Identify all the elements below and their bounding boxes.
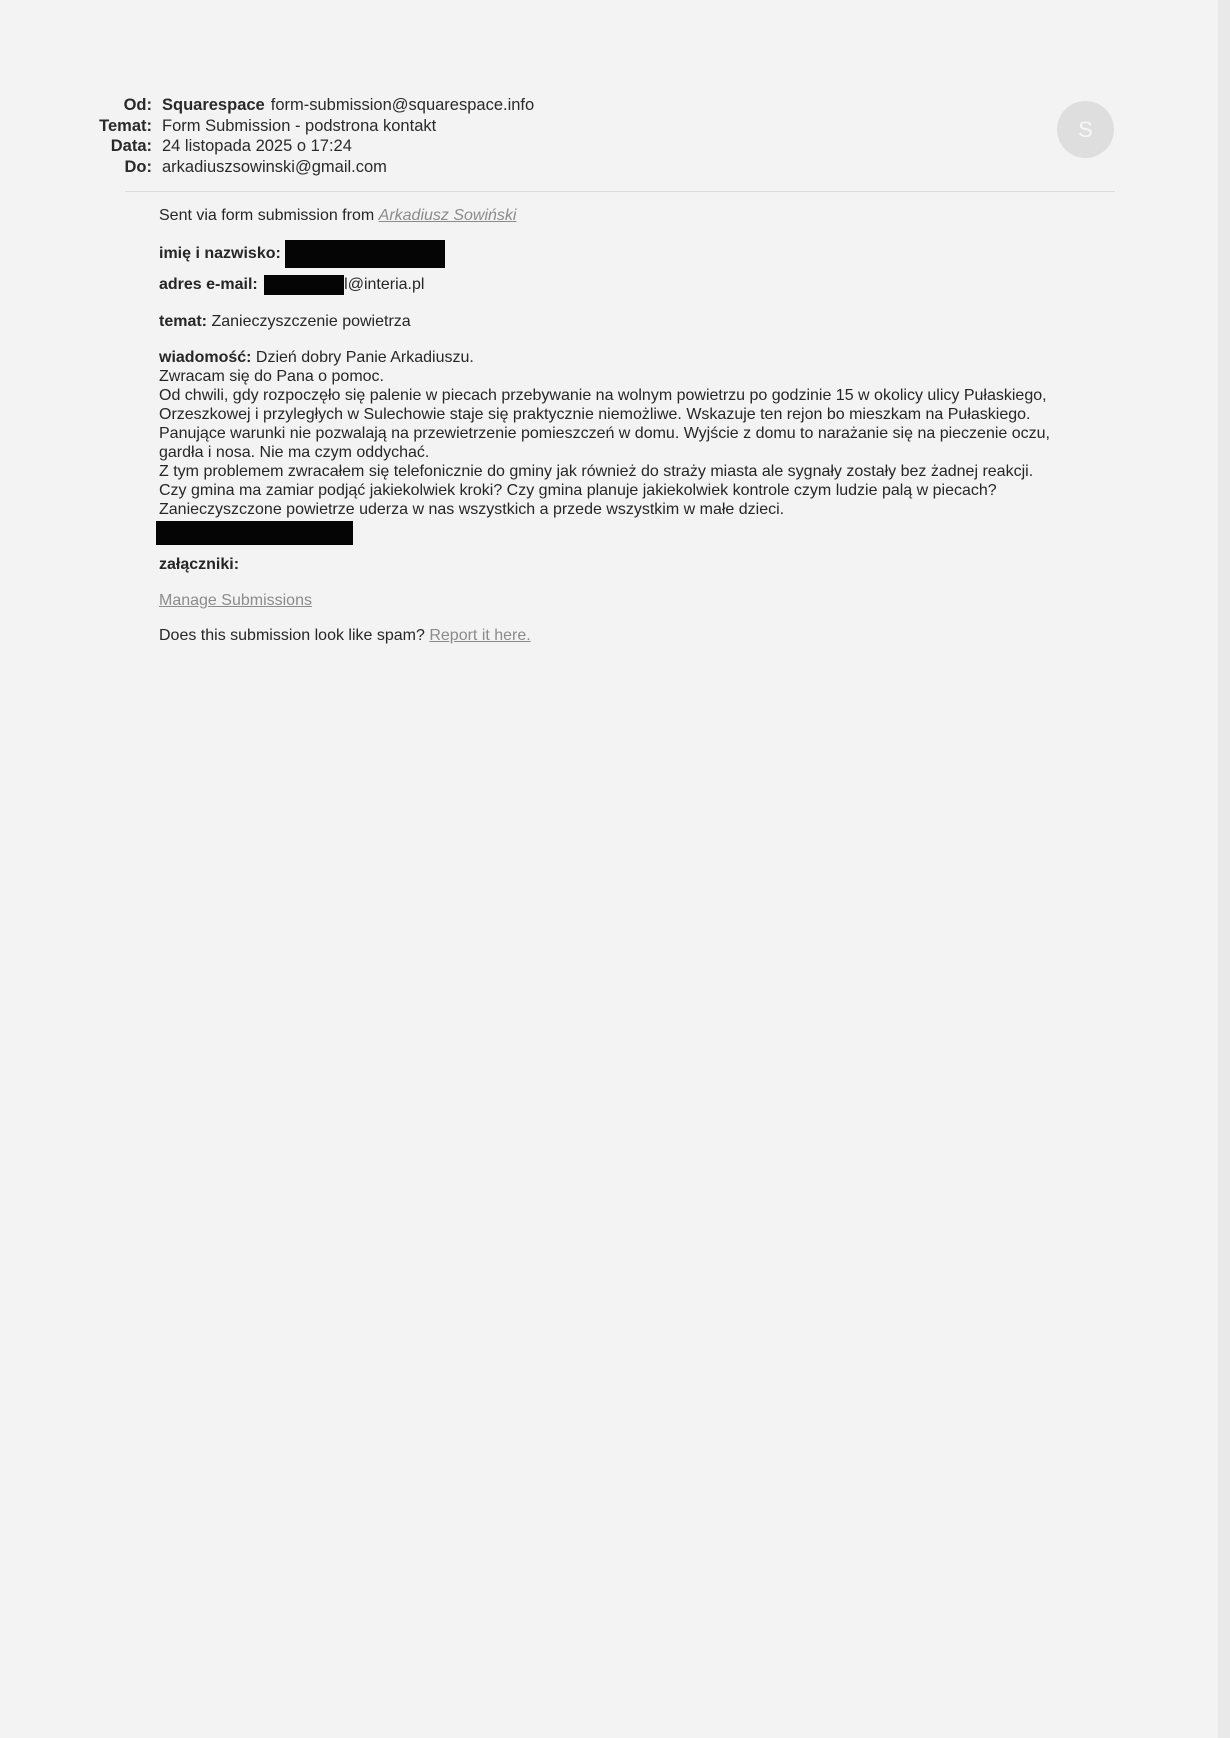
to-label: Do: bbox=[124, 157, 152, 176]
message-line: Od chwili, gdy rozpoczęło się palenie w piecach przebywanie na wolnym powietrzu po godzinie 15 w okolicy ulicy Pułaskiego, bbox=[159, 387, 1047, 404]
email-header bbox=[88, 95, 534, 177]
sender-site-link[interactable]: Arkadiusz Sowiński bbox=[378, 207, 517, 224]
attachments-field bbox=[159, 555, 1109, 574]
email-body bbox=[159, 206, 1109, 645]
header-divider bbox=[125, 191, 1115, 192]
page-edge bbox=[1218, 0, 1230, 1738]
attachments-label: załączniki: bbox=[159, 556, 240, 573]
message-field bbox=[159, 348, 1109, 545]
name-field bbox=[159, 240, 1109, 268]
spam-line bbox=[159, 626, 1109, 645]
topic-label: temat: bbox=[159, 313, 208, 330]
signature-redaction bbox=[156, 521, 353, 545]
intro-text: Sent via form submission from bbox=[159, 207, 375, 224]
message-line: Orzeszkowej i przyległych w Sulechowie staje się praktycznie niemożliwe. Wskazuje ten rejon bo mieszkam na Pułaskiego. bbox=[159, 406, 1031, 423]
name-label: imię i nazwisko: bbox=[159, 245, 281, 263]
sender-email: form-submission@squarespace.info bbox=[270, 96, 535, 114]
subject-label: Temat: bbox=[99, 116, 152, 135]
to-value: arkadiuszsowinski@gmail.com bbox=[162, 157, 387, 176]
message-line: gardła i nosa. Nie ma czym oddychać. bbox=[159, 444, 430, 461]
message-line: Z tym problemem zwracałem się telefonicznie do gminy jak również do straży miasta ale sygnały zostały bez żadnej reakcji. bbox=[159, 463, 1034, 480]
intro-line bbox=[159, 206, 1109, 225]
message-line: Zwracam się do Pana o pomoc. bbox=[159, 368, 384, 385]
message-label: wiadomość: bbox=[159, 349, 252, 366]
date-row bbox=[88, 136, 534, 157]
manage-submissions-link[interactable]: Manage Submissions bbox=[159, 592, 312, 609]
report-spam-link[interactable]: Report it here. bbox=[429, 627, 531, 644]
spam-text: Does this submission look like spam? bbox=[159, 627, 425, 644]
email-redaction bbox=[264, 275, 344, 295]
date-label: Data: bbox=[110, 137, 152, 155]
date-value: 24 listopada 2025 o 17:24 bbox=[162, 137, 352, 155]
to-row bbox=[88, 157, 534, 178]
email-suffix: l@interia.pl bbox=[344, 276, 425, 294]
manage-line bbox=[159, 591, 1109, 610]
sender-name: Squarespace bbox=[162, 96, 265, 114]
from-row bbox=[88, 95, 534, 116]
avatar: S bbox=[1057, 101, 1114, 158]
subject-row bbox=[88, 116, 534, 137]
from-label: Od: bbox=[123, 96, 152, 114]
message-line: wiadomość: Dzień dobry Panie Arkadiuszu. bbox=[159, 349, 474, 366]
message-line: Zanieczyszczone powietrze uderza w nas wszystkich a przede wszystkim w małe dzieci. bbox=[159, 501, 785, 518]
topic-value: Zanieczyszczenie powietrza bbox=[211, 313, 411, 330]
message-line: Czy gmina ma zamiar podjąć jakiekolwiek kroki? Czy gmina planuje jakiekolwiek kontrole czym ludzie palą w piecach? bbox=[159, 482, 997, 499]
name-redaction bbox=[285, 240, 445, 268]
topic-field bbox=[159, 312, 1109, 331]
email-field bbox=[159, 275, 1109, 295]
message-line: Panujące warunki nie pozwalają na przewietrzenie pomieszczeń w domu. Wyjście z domu to narażanie się na pieczenie oczu, bbox=[159, 425, 1050, 442]
email-label: adres e-mail: bbox=[159, 276, 258, 294]
subject-value: Form Submission - podstrona kontakt bbox=[162, 116, 437, 135]
